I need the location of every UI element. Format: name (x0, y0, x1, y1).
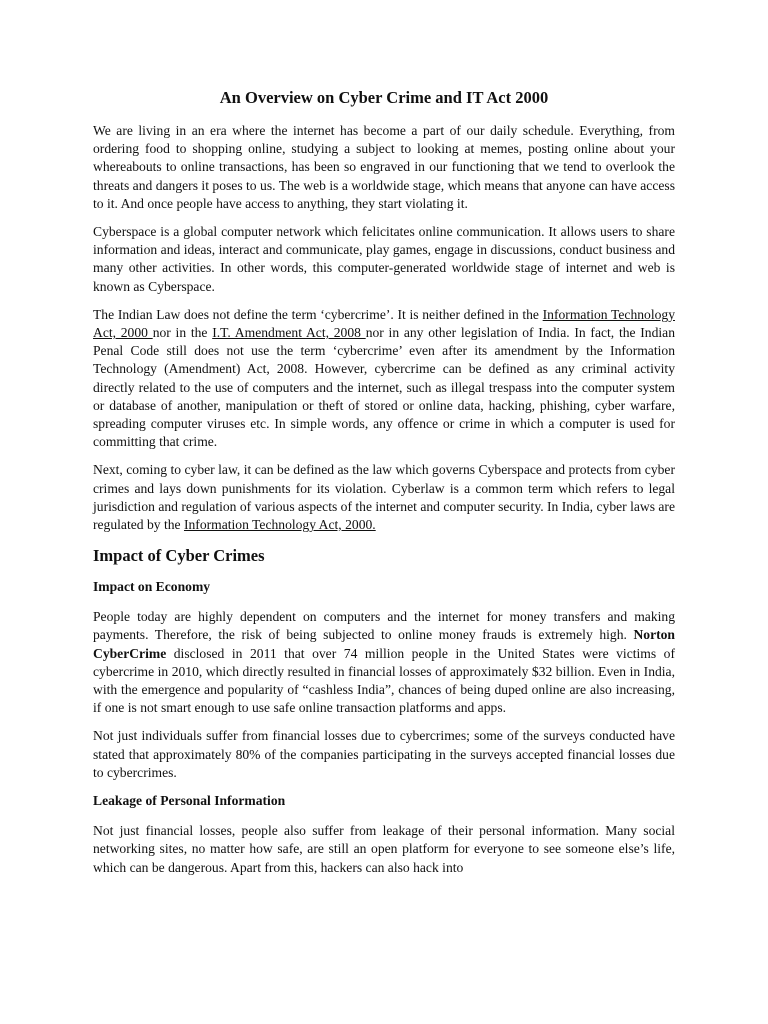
intro-paragraph-3 (93, 306, 675, 452)
text-run: nor in any other legislation of India. In fact, the Indian Penal Code still does not use the term ‘cybercrime’ even after its amendment by the Information Technology (Amendment) Act, 2008. However, cybercrime can be defined as any criminal activity directly related to the use of computers and the internet, such as illegal trespass into the computer system or database of another, manipulation or theft of stored or online data, hacking, phishing, cyber warfare, spreading computer viruses etc. In simple words, any offence or crime in which a computer is used for committing that crime. (93, 325, 676, 450)
intro-paragraph-1: We are living in an era where the internet has become a part of our daily schedule. Everything, from ordering food to shopping online, studying a subject to looking at memes, posting online about your whereabouts to online transactions, has been so engraved in our functioning that we tend to overlook the threats and dangers it poses to us. The web is a worldwide stage, which means that anyone can have access to it. And once people have access to anything, they start violating it. (93, 123, 675, 211)
subheading-economy: Impact on Economy (93, 579, 211, 595)
economy-paragraph-2: Not just individuals suffer from financial losses due to cybercrimes; some of the surveys conducted have stated that approximately 80% of the companies participating in the surveys accepted financial losses due to cybercrimes. (93, 728, 675, 780)
text-run: People today are highly dependent on computers and the internet for money transfers and making payments. Therefore, the risk of being subjected to online money frauds is extremely high. (93, 609, 675, 643)
section-heading-impact: Impact of Cyber Crimes (93, 546, 265, 566)
document-title: An Overview on Cyber Crime and IT Act 2000 (219, 88, 549, 107)
text-run: disclosed in 2011 that over 74 million people in the United States were victims of cybercrime in 2010, which directly resulted in financial losses of approximately $32 billion. Even in India, with the emergence and popularity of “cashless India”, chances of being duped online are also increasing, if one is not smart enough to use safe online transaction platforms and apps. (93, 645, 675, 716)
text-run: nor in the (152, 325, 213, 341)
intro-paragraph-4 (93, 461, 675, 534)
text-run: The Indian Law does not define the term ‘cybercrime’. It is neither defined in the (93, 306, 543, 322)
link-it-act-2000[interactable]: Information Technology Act, 2000 (93, 306, 676, 341)
intro-paragraph-2: Cyberspace is a global computer network which felicitates online communication. It allows users to share information and ideas, interact and communicate, play games, engage in discussions, conduct business and many other activities. In other words, this computer-generated worldwide stage of internet and web is known as Cyberspace. (93, 224, 675, 294)
text-run: Next, coming to cyber law, it can be defined as the law which governs Cyberspace and protects from cyber crimes and lays down punishments for its violation. Cyberlaw is a common term which refers to legal jurisdiction and regulation of various aspects of the internet and computer security. In India, cyber laws are regulated by the (93, 462, 675, 533)
subheading-leakage: Leakage of Personal Information (93, 793, 286, 809)
economy-paragraph-1 (93, 608, 675, 717)
leakage-paragraph-1: Not just financial losses, people also suffer from leakage of their personal information. Many social networking sites, no matter how safe, are still an open platform for everyone to see someone else’s life, which can be dangerous. Apart from this, hackers can also hack into (93, 823, 675, 875)
bold-norton-cybercrime: Norton CyberCrime (93, 627, 675, 661)
link-it-amendment-act-2008[interactable]: I.T. Amendment Act, 2008 (212, 325, 366, 341)
link-it-act-2000-second[interactable]: Information Technology Act, 2000. (183, 517, 376, 533)
